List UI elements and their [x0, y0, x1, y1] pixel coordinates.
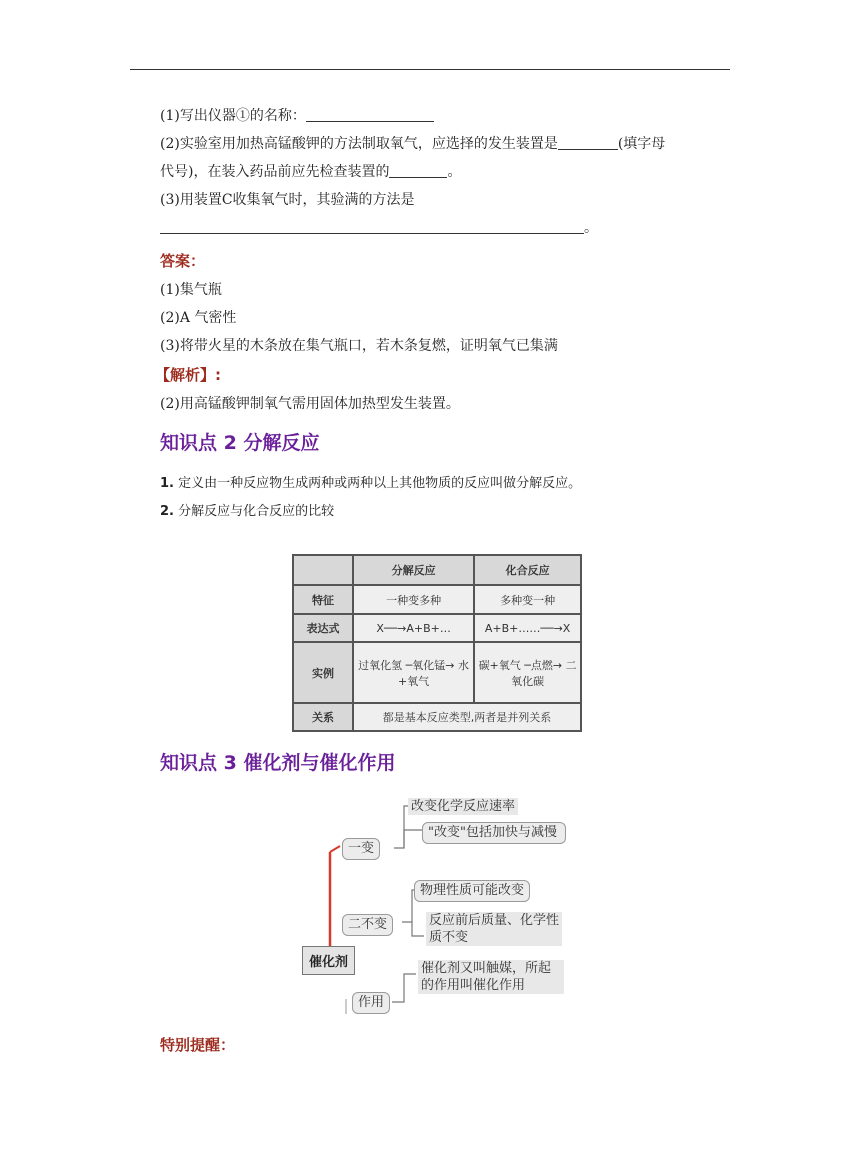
table-row — [293, 585, 581, 615]
answer-label: 答案： — [160, 252, 206, 270]
question-3-end: 。 — [584, 220, 598, 236]
catalyst-mind-map — [296, 794, 580, 1022]
item-2-number: 2. — [160, 504, 174, 519]
question-2-end: 。 — [447, 164, 462, 180]
leaf-catalysis-definition: 催化剂又叫触媒，所起的作用叫催化作用 — [418, 960, 564, 994]
relation-text: 都是基本反应类型,两者是并列关系 — [353, 703, 581, 731]
feature-decomposition: 一种变多种 — [353, 585, 474, 615]
expression-decomposition: X──→A+B+… — [353, 614, 474, 642]
leaf-mass-chemical-unchanged: 反应前后质量、化学性质不变 — [426, 912, 562, 946]
answer-2: (2)A 气密性 — [160, 310, 237, 326]
table-header-empty — [293, 555, 353, 585]
answer-blank-2 — [558, 135, 618, 150]
section-3 — [160, 748, 730, 778]
table-row — [293, 614, 581, 642]
answer-3: (3)将带火星的木条放在集气瓶口，若木条复燃，证明氧气已集满 — [160, 338, 558, 354]
leaf-change-rate: 改变化学反应速率 — [408, 798, 518, 815]
section-2-item-2 — [160, 498, 730, 526]
question-2-text-c: 代号)，在装入药品前应先检查装置的 — [160, 164, 390, 180]
question-3-text: (3)用装置C收集氧气时，其验满的方法是 — [160, 192, 415, 208]
example-combination: 碳+氧气 ─点燃→ 二氧化碳 — [474, 642, 581, 703]
expression-combination: A+B+……──→X — [474, 614, 581, 642]
question-2-text-b: (填字母 — [617, 136, 666, 152]
section-2-title: 知识点 2 分解反应 — [160, 432, 320, 454]
analysis-label: 【解析】: — [155, 366, 221, 384]
item-1-text: 定义由一种反应物生成两种或两种以上其他物质的反应叫做分解反应。 — [178, 476, 582, 491]
table-header-combination: 化合反应 — [474, 555, 581, 585]
question-1-text: (1)写出仪器①的名称： — [160, 108, 306, 124]
leaf-physical-property: 物理性质可能改变 — [414, 880, 530, 902]
item-2-text: 分解反应与化合反应的比较 — [178, 504, 335, 519]
leaf-change-meaning: "改变"包括加快与减慢 — [422, 822, 566, 844]
analysis-text: (2)用高锰酸钾制氧气需用固体加热型发生装置。 — [160, 396, 460, 412]
reminder-section — [160, 1030, 730, 1060]
document-body — [155, 102, 730, 526]
answer-blank-4 — [160, 219, 584, 234]
comparison-table — [292, 554, 582, 732]
question-1 — [160, 102, 730, 130]
row-label-relation: 关系 — [293, 703, 353, 731]
branch-two-unchanged: 二不变 — [342, 914, 393, 936]
example-decomposition: 过氧化氢 ─氧化锰→ 水+氧气 — [353, 642, 474, 703]
answer-blank-3 — [389, 163, 447, 178]
reminder-label: 特别提醒： — [160, 1036, 236, 1054]
row-label-example: 实例 — [293, 642, 353, 703]
feature-combination: 多种变一种 — [474, 585, 581, 615]
table-row — [293, 703, 581, 731]
question-2-cont — [160, 158, 730, 186]
question-2-text-a: (2)实验室用加热高锰酸钾的方法制取氧气，应选择的发生装置是 — [160, 136, 558, 152]
branch-one-change: 一变 — [342, 838, 380, 860]
section-2-item-1 — [160, 470, 730, 498]
branch-function: 作用 — [352, 992, 390, 1014]
top-rule — [130, 69, 730, 70]
answer-1: (1)集气瓶 — [160, 282, 222, 298]
question-2 — [160, 130, 730, 158]
item-1-number: 1. — [160, 476, 174, 491]
table-row — [293, 642, 581, 703]
question-3-blank-line — [160, 214, 730, 242]
answer-blank-1 — [306, 107, 434, 122]
question-3 — [160, 186, 730, 214]
mind-map-root: 催化剂 — [302, 946, 355, 975]
row-label-feature: 特征 — [293, 585, 353, 615]
table-header-decomposition: 分解反应 — [353, 555, 474, 585]
row-label-expression: 表达式 — [293, 614, 353, 642]
section-3-title: 知识点 3 催化剂与催化作用 — [160, 752, 396, 774]
